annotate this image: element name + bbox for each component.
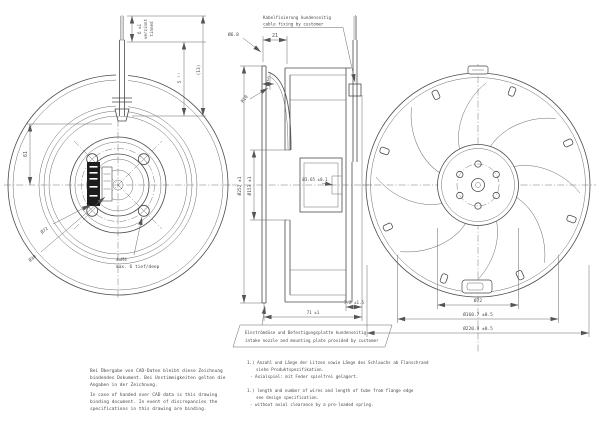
dim-outer-dia-label: Ø252 ±1 (238, 176, 243, 196)
disclaimer-en-3: specifications in this drawing are binding. (90, 407, 207, 412)
footnote-de-3: - Axialspiel: mit Feder spielfrei gelagert. (250, 374, 359, 379)
dim-blade-inner-dia-label: Ø160.7 ±0.5 (463, 313, 493, 318)
thread-note-line2: max. 6 tief/deep (116, 265, 160, 270)
dim-shaft-dia-label: Ø30 (28, 254, 38, 264)
cable-clamp (468, 66, 488, 74)
disclaimer-de-3: Angaben in der Zeichnung. (90, 383, 158, 388)
dim-cable-hole-label: Ø6.8 (228, 33, 239, 38)
cable-fixing-callout (263, 15, 355, 82)
dim-gap-label: 2 (266, 78, 270, 83)
section-view (228, 14, 392, 347)
disclaimer-block (90, 367, 226, 412)
cable-exit-block (462, 280, 492, 293)
dim-depth-label: 71 ±1 (306, 310, 320, 315)
dim-back-gap-label: 7.2 ±1.5 (343, 300, 365, 305)
section-cable (349, 14, 361, 162)
front-view (4, 14, 232, 299)
dim-inlet-dia-label: Ø153 ±1 (248, 176, 253, 196)
dim-cable-hole (228, 31, 261, 52)
intake-nozzle (268, 72, 291, 150)
lead-cable (112, 14, 132, 121)
mounting-plate (262, 66, 266, 303)
dim-impeller-dia-label: Ø220.9 ±0.5 (463, 327, 493, 332)
dim-rotor-dia-label: Ø72 (473, 299, 483, 304)
cable-fixing-de: Kabelfixierung kundenseitig (263, 15, 332, 20)
dim-wire-tinned-en: tinned (149, 21, 154, 37)
dim-wire-tinned-de: verzinnt (143, 18, 148, 40)
dim-section-shaft (302, 177, 333, 185)
dim-hub-dia (39, 205, 90, 236)
screw-icon (138, 205, 149, 216)
disclaimer-en-1: In case of handed over CAD data is this drawing (90, 393, 218, 398)
footnote-en-3: - without axial clearance by a pre-loaded spring. (250, 402, 374, 407)
back-view (362, 64, 596, 352)
footnote-en-2: see design specification. (256, 395, 320, 400)
dim-tube-length-label: 5 ¹⁾ (178, 72, 183, 84)
dim-wire-tinned-label: 6 ±1 (137, 23, 142, 35)
dim-hub-dia-label: Ø72 (40, 226, 50, 236)
dim-plate-to-nozzle-label: 21 (271, 33, 279, 39)
footnote-en-1: 1.) length and number of wires and length of tube from flange edge (247, 388, 414, 393)
disclaimer-en-2: binding document. In event of discrepancies the (90, 400, 218, 405)
screw-icon (138, 154, 149, 165)
intake-callout-de: Einströmdüse und Befestigungsplatte kundenseitig (245, 330, 367, 335)
dim-nozzle-radius-label: R10 (240, 94, 250, 105)
rotor (438, 145, 519, 226)
cable-fixing-en: cable fixing by customer (263, 21, 324, 27)
disclaimer-de-1: Bei Übergabe von CAD-Daten bleibt diese Zeichnung (90, 369, 223, 374)
footnote-de-2: siehe Produktspezifikation. (256, 367, 325, 372)
screw-icon (87, 205, 98, 216)
motor-nameplate (87, 162, 100, 206)
footnotes-block (247, 360, 429, 407)
footnote-de-1: 1.) Anzahl und Länge der Litzen sowie Länge des Schlauchs ab Flanschrand (247, 360, 429, 365)
disclaimer-de-2: bindendes Dokument. Bei Unstimmigkeiten gelten die (90, 376, 226, 381)
intake-callout-en: intake nozzle and mounting plate provided by customer (245, 338, 379, 343)
dim-cable-offset-label: 61 (23, 150, 29, 158)
type-label (102, 167, 112, 201)
thread-note (116, 217, 160, 270)
dim-depth (264, 303, 362, 321)
dim-wire-tinned (127, 16, 206, 42)
dim-section-shaft-label: Ø3.65 ±0.1 (302, 177, 328, 182)
thread-note-line1: 4xM4 (116, 258, 127, 263)
dim-plate-to-nozzle (263, 33, 287, 64)
dim-tube-ref-label: (13) (197, 64, 202, 76)
